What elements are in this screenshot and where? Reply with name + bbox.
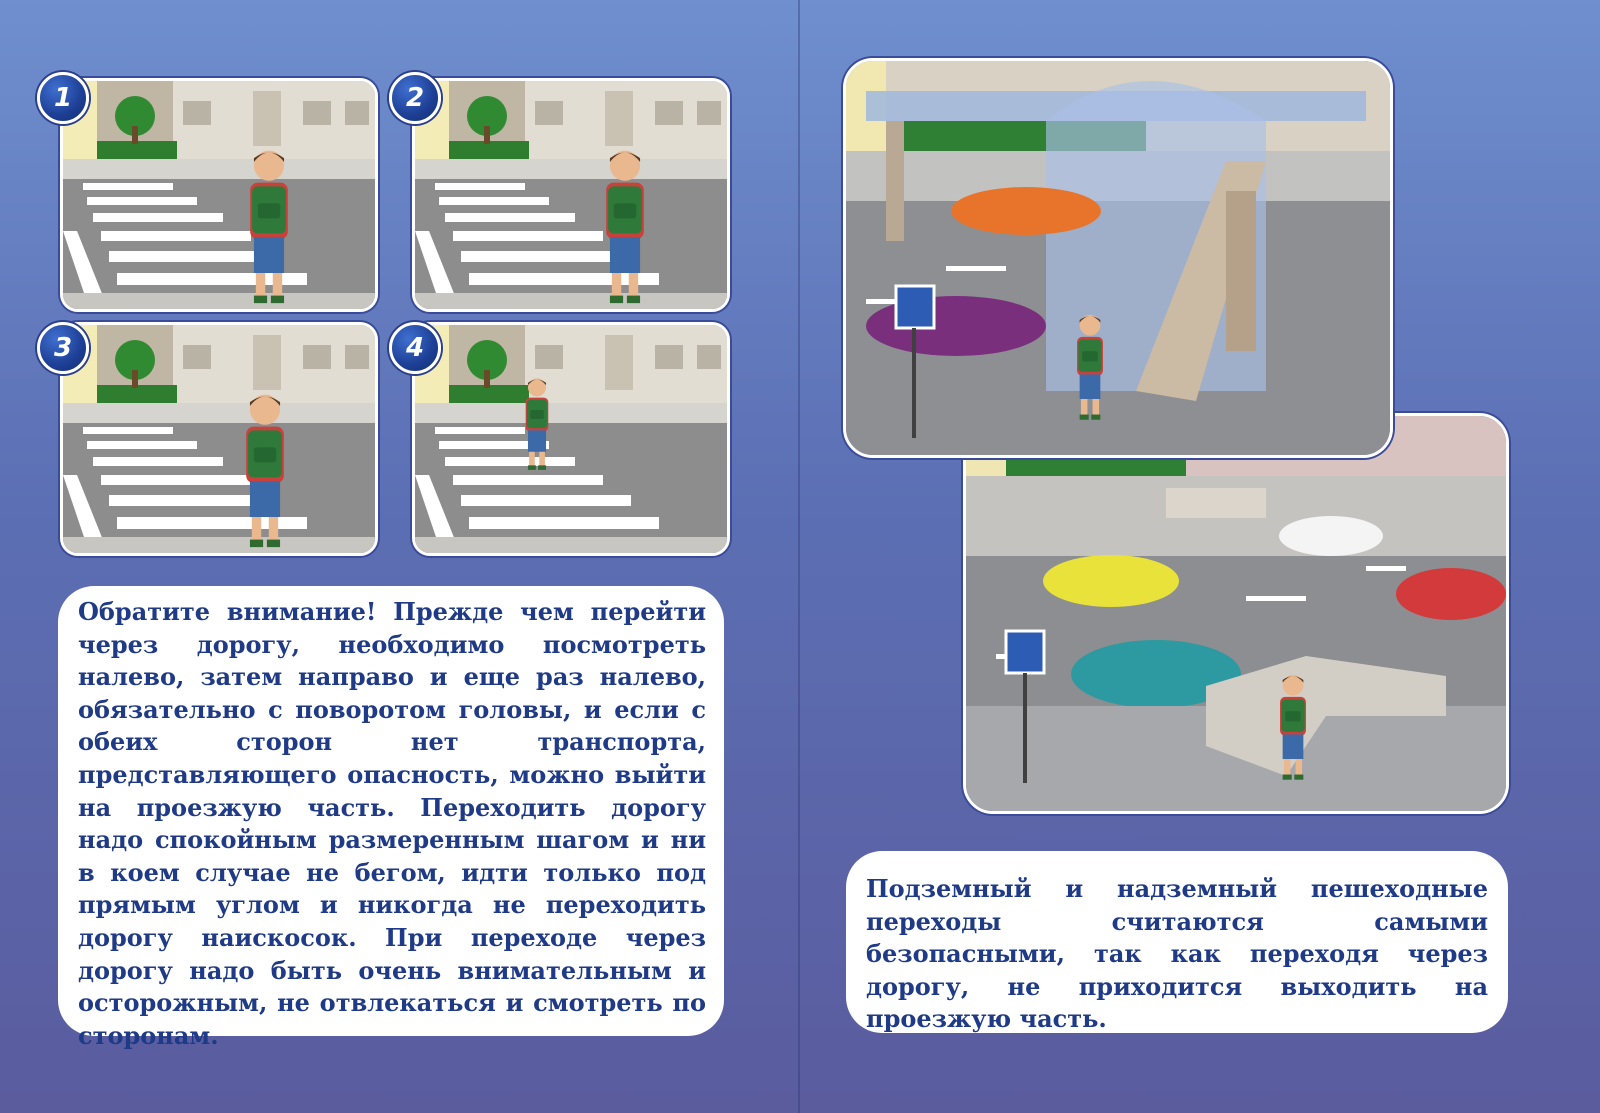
step-number-3: 3 bbox=[37, 322, 89, 374]
crossing-scene bbox=[415, 81, 727, 309]
step-number-1: 1 bbox=[37, 72, 89, 124]
boy-figure bbox=[519, 375, 555, 471]
crossing-rules-text: Обратите внимание! Прежде чем перейти через дорогу, необходимо посмотреть налево, затем направо и еще раз налево, обязательно с поворотом головы, и если с обеих сторон нет транспорта, представляющего опасность, можно выйти на проезжую часть. Переходить дорогу надо спокойным размеренным шагом и ни в коем случае не бегом, идти только под прямым углом и никогда не переходить дорогу наискосок. При переходе через дорогу надо быть очень внимательным и осторожным, не отвлекаться и смотреть по сторонам. bbox=[78, 597, 706, 1050]
crossing-scene bbox=[63, 325, 375, 553]
underpass-scene bbox=[966, 416, 1506, 811]
page-fold bbox=[798, 0, 800, 1113]
step-panel-3 bbox=[60, 322, 378, 556]
step-number-2: 2 bbox=[389, 72, 441, 124]
step-number-4: 4 bbox=[389, 322, 441, 374]
overpass-underpass-text-box bbox=[846, 851, 1508, 1033]
boy-figure bbox=[235, 389, 295, 549]
overpass-scene bbox=[846, 61, 1390, 455]
boy-figure bbox=[595, 145, 655, 305]
step-panel-4 bbox=[412, 322, 730, 556]
crossing-rules-text-box bbox=[58, 586, 724, 1050]
overpass-underpass-text: Подземный и надземный пешеходные переходы считаются самыми безопасными, так как переходя через дорогу, не приходится выходить на проезжую часть. bbox=[866, 874, 1488, 1034]
crossing-scene bbox=[63, 81, 375, 309]
step-panel-2 bbox=[412, 78, 730, 312]
boy-figure bbox=[1068, 311, 1112, 421]
underpass-scene-panel bbox=[963, 413, 1509, 814]
boy-figure bbox=[1271, 671, 1315, 781]
boy-figure bbox=[239, 145, 299, 305]
step-panel-1 bbox=[60, 78, 378, 312]
overpass-scene-panel bbox=[843, 58, 1393, 458]
crossing-scene bbox=[415, 325, 727, 553]
